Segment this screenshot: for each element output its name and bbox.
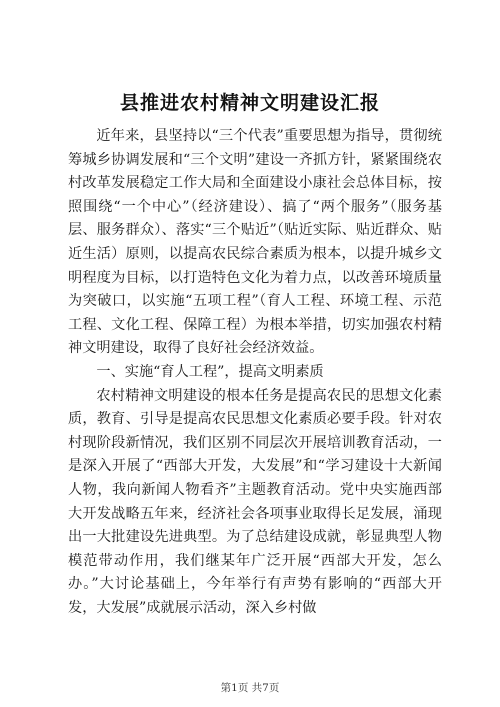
section-paragraph: 农村精神文明建设的根本任务是提高农民的思想文化素质，教育、引导是提高农民思想文化素质必要手段。针对农村现阶段新情况，我们区别不同层次开展培训教育活动，一是深入开展了“西部大开发，大发展”和“学习建设十大新闻人物，我向新闻人物看齐”主题教育活动。党中央实施西部大开发战略五年来，经济社会各项事业取得长足发展，涌现出一大批建设先进典型。为了总结建设成就，彰显典型人物模范带动作用，我们继某年广泛开展“西部大开发，怎么办。”大讨论基础上，今年举行有声势有影响的“西部大开发，大发展”成就展示活动，深入乡村做 <box>68 387 442 616</box>
intro-paragraph: 近年来，县坚持以“三个代表”重要思想为指导，贯彻统筹城乡协调发展和“三个文明”建设一齐抓方针，紧紧围绕农村改革发展稳定工作大局和全面建设小康社会总体目标，按照围绕“一个中心”（经济建设）、搞了“两个服务”（服务基层、服务群众）、落实“三个贴近”（贴近实际、贴近群众、贴近生活）原则，以提高农民综合素质为根本，以提升城乡文明程度为目标，以打造特色文化为着力点，以改善环境质量为突破口，以实施“五项工程”（育人工程、环境工程、示范工程、文化工程、保障工程）为根本举措，切实加强农村精神文明建设，取得了良好社会经济效益。 <box>68 128 442 357</box>
document-title: 县推进农村精神文明建设汇报 <box>119 92 380 114</box>
section-heading: 一、实施“育人工程”，提高文明素质 <box>96 363 324 380</box>
page-number: 第1页 共7页 <box>220 682 280 694</box>
document-body <box>68 125 442 620</box>
